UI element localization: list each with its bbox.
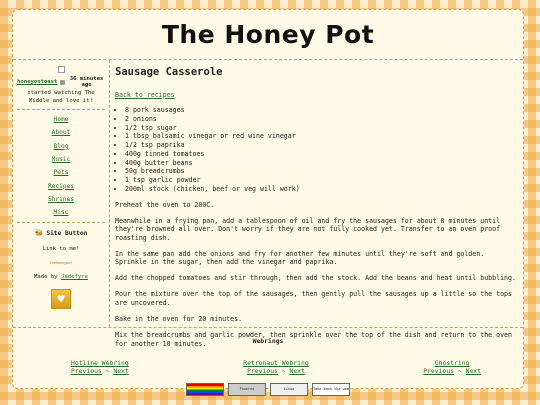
made-by — [17, 274, 105, 280]
nav-link-blog[interactable]: Blog — [53, 142, 69, 150]
webring-previous-link[interactable]: Previous — [247, 367, 278, 376]
site-button-heading — [17, 229, 105, 237]
nav-item — [17, 116, 105, 123]
nav-item — [17, 169, 105, 176]
webring-separator: ~ — [105, 367, 110, 376]
recipe-title: Sausage Casserole — [115, 66, 223, 78]
ingredient-item: • 1 tsp garlic powder — [125, 176, 518, 185]
recipe-step: Bake in the oven for 20 minutes. — [115, 315, 243, 324]
webring-ghostring — [423, 359, 481, 376]
nav-link-music[interactable]: Music — [51, 155, 71, 163]
ingredient-item: • 1 tbsp balsamic vinegar or red wine vinegar — [125, 132, 518, 141]
footer-badges — [13, 383, 523, 396]
status-time: 36 minutes ago — [69, 76, 104, 88]
made-by-link[interactable]: Jadefyre — [61, 274, 88, 281]
recipe-step: Preheat the oven to 200C. — [115, 200, 215, 209]
heart-badge-icon[interactable]: ♥ — [51, 289, 71, 309]
nav-item — [17, 209, 105, 216]
webring-name-link[interactable]: Retronaut Webring — [243, 359, 309, 367]
sidebar — [13, 60, 110, 327]
nav-item — [17, 156, 105, 163]
site-title: The Honey Pot — [161, 20, 375, 49]
site-button-title: Site Button — [46, 229, 88, 237]
nav-item — [17, 183, 105, 190]
powered-badge[interactable]: Powered — [228, 383, 266, 396]
webring-separator: ~ — [457, 367, 462, 376]
webring-retronaut — [243, 359, 308, 376]
ingredient-item: • 1/2 tsp sugar — [125, 124, 518, 133]
webring-next-link[interactable]: Next — [465, 367, 481, 376]
bee-icon: 🐝 — [34, 229, 44, 238]
webring-name-link[interactable]: Ghostring — [434, 359, 470, 367]
recipe-step: In the same pan add the onions and fry for another few minutes until they're soft and golden. Sprinkle in the sugar, then add the vinegar and paprika. — [115, 249, 485, 267]
ingredient-item: • 200ml stock (chicken, beef or veg will work) — [125, 185, 518, 194]
webring-hotline — [71, 359, 129, 376]
take-back-the-web-badge[interactable]: Take back the web — [312, 383, 350, 396]
nav-item — [17, 196, 105, 203]
page-frame — [12, 9, 524, 389]
ingredient-item: • 8 pork sausages — [125, 106, 518, 115]
site-header — [13, 10, 523, 60]
status-header — [17, 76, 105, 88]
sidebar-nav — [17, 116, 105, 216]
ingredient-item: • 1/2 tsp paprika — [125, 141, 518, 150]
status-avatar-row — [17, 66, 105, 73]
recipe-step: Mix the breadcrumbs and garlic powder, then sprinkle over the top of the dish and return to the oven for another 10 minutes. — [115, 331, 512, 348]
ingredient-item: • 2 onions — [125, 115, 518, 124]
recipe-step: Meanwhile in a frying pan, add a tablespoon of oil and fry the sausages for about 8 minutes until they're browned all over. Don't worry if they are not fully cooked yet. Transfer to an oven proof roasting dish. — [115, 216, 501, 242]
nav-item — [17, 143, 105, 150]
nav-link-home[interactable]: Home — [53, 116, 69, 124]
recipe-step: Add the chopped tomatoes and stir through, then add the stock. Add the beans and heat until bubbling. — [115, 274, 516, 283]
back-to-recipes-link[interactable]: Back to recipes — [115, 90, 175, 99]
webrings-list — [13, 359, 523, 376]
nav-item — [17, 129, 105, 136]
nav-link-recipes[interactable]: Recipes — [47, 182, 75, 190]
status-icon — [60, 80, 65, 85]
ingredients-list — [125, 106, 518, 193]
webring-next-link[interactable]: Next — [113, 367, 129, 376]
nav-link-pets[interactable]: Pets — [53, 169, 69, 177]
webring-separator: ~ — [281, 367, 286, 376]
webring-next-link[interactable]: Next — [289, 367, 305, 376]
made-by-label: Made by — [34, 274, 58, 281]
recipe-step: Pour the mixture over the top of the sausages, then gently pull the sausages up a little so the tops are uncovered. — [115, 290, 512, 308]
sidebar-divider — [17, 222, 105, 223]
site-button-image[interactable]: thehoneypot — [49, 261, 73, 266]
webring-previous-link[interactable]: Previous — [423, 367, 455, 376]
rainbow-flag-badge[interactable] — [186, 383, 224, 396]
nav-link-shrines[interactable]: Shrines — [47, 195, 75, 203]
nav-link-misc[interactable]: Misc — [53, 209, 69, 217]
status-text: started watching The Middle and love it! — [17, 90, 105, 110]
ingredient-item: • 400g butter beans — [125, 159, 518, 168]
ingredient-item: • 400g tinned tomatoes — [125, 150, 518, 159]
ingredient-item: • 50g breadcrumbs — [125, 167, 518, 176]
webrings-title: Webrings — [252, 337, 284, 345]
link-to-me-text: Link to me! — [42, 246, 80, 253]
nav-link-about[interactable]: About — [51, 129, 71, 137]
linux-badge[interactable]: Linux — [270, 383, 308, 396]
webring-previous-link[interactable]: Previous — [71, 367, 102, 376]
status-username-link[interactable]: honeyontoast — [17, 79, 58, 85]
avatar — [58, 66, 65, 73]
webring-name-link[interactable]: Hotline Webring — [71, 359, 129, 367]
